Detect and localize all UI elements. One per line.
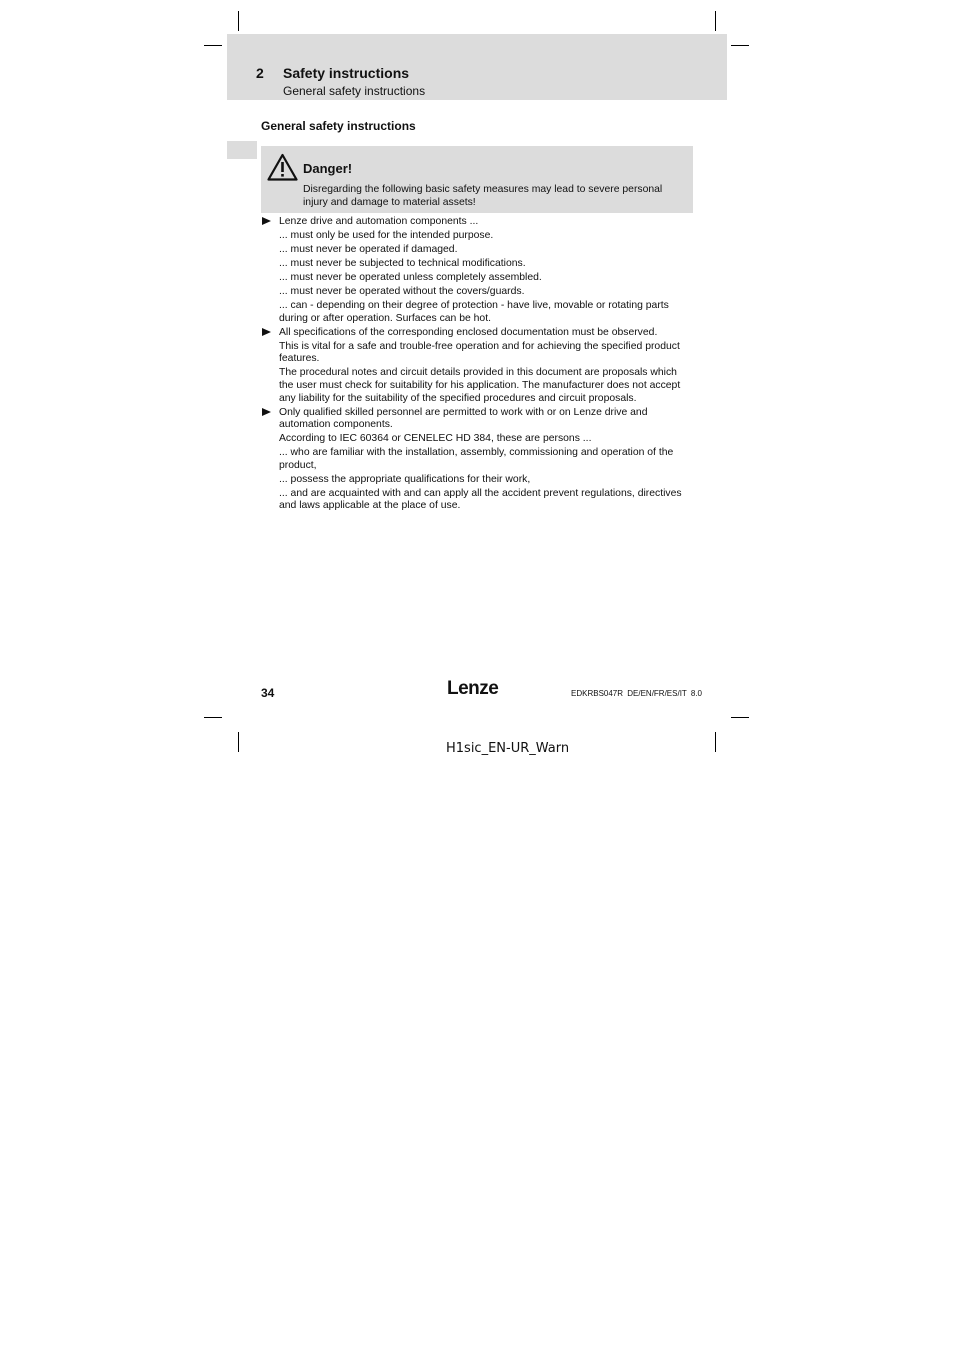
- crop-mark: [731, 45, 749, 46]
- bullet-arrow-icon: [262, 408, 271, 416]
- list-item: [262, 327, 694, 405]
- crop-mark: [715, 11, 716, 31]
- chapter-number: 2: [256, 65, 264, 81]
- side-tab-marker: [227, 141, 257, 159]
- section-heading: General safety instructions: [261, 119, 416, 133]
- list-line: The procedural notes and circuit details provided in this document are proposals which the user must check for suitability for his application. The manufacturer does not accept any liability for the suitability of the specified procedures and circuit proposals.: [279, 367, 681, 404]
- list-line: According to IEC 60364 or CENELEC HD 384, these are persons ...: [279, 433, 592, 445]
- bullet-arrow-icon: [262, 217, 271, 225]
- safety-instructions-list: [262, 215, 694, 513]
- list-line: ... possess the appropriate qualifications for their work,: [279, 473, 531, 485]
- crop-mark: [204, 717, 222, 718]
- list-line: ... who are familiar with the installation, assembly, commissioning and operation of the product,: [279, 447, 674, 471]
- list-line: ... and are acquainted with and can apply all the accident prevent regulations, directives and laws applicable at the place of use.: [279, 487, 682, 512]
- list-line: ... must never be operated if damaged.: [279, 244, 458, 256]
- list-item: [262, 407, 694, 513]
- chapter-subtitle: General safety instructions: [283, 84, 426, 98]
- list-line: This is vital for a safe and trouble-free operation and for achieving the specified product features.: [279, 340, 680, 365]
- list-line: Lenze drive and automation components ...: [279, 216, 479, 228]
- crop-mark: [204, 45, 222, 46]
- list-item: [262, 216, 694, 325]
- crop-mark: [238, 732, 239, 752]
- document-code: EDKRBS047R DE/EN/FR/ES/IT 8.0: [571, 689, 703, 698]
- danger-text: Disregarding the following basic safety measures may lead to severe personal injury and damage to material assets!: [303, 184, 663, 208]
- danger-title: Danger!: [303, 161, 353, 176]
- lenze-logo: Lenze: [447, 678, 499, 699]
- warning-triangle-icon: [267, 153, 298, 181]
- list-line: ... must only be used for the intended purpose.: [279, 230, 494, 242]
- list-line: Only qualified skilled personnel are permitted to work with or on Lenze drive and automation components.: [279, 406, 648, 431]
- bullet-arrow-icon: [262, 328, 271, 336]
- list-line: ... can - depending on their degree of protection - have live, movable or rotating parts during or after operation. Surfaces can be hot.: [279, 300, 669, 324]
- crop-mark: [238, 11, 239, 31]
- list-line: ... must never be operated unless completely assembled.: [279, 272, 542, 284]
- crop-mark: [715, 732, 716, 752]
- file-label: H1sic_EN-UR_Warn: [446, 741, 570, 756]
- page-number: 34: [261, 686, 275, 700]
- list-line: ... must never be operated without the covers/guards.: [279, 286, 525, 298]
- list-line: All specifications of the corresponding enclosed documentation must be observed.: [279, 326, 658, 338]
- danger-notice: [261, 146, 693, 213]
- list-line: ... must never be subjected to technical modifications.: [279, 258, 526, 270]
- crop-mark: [731, 717, 749, 718]
- chapter-title: Safety instructions: [283, 65, 410, 81]
